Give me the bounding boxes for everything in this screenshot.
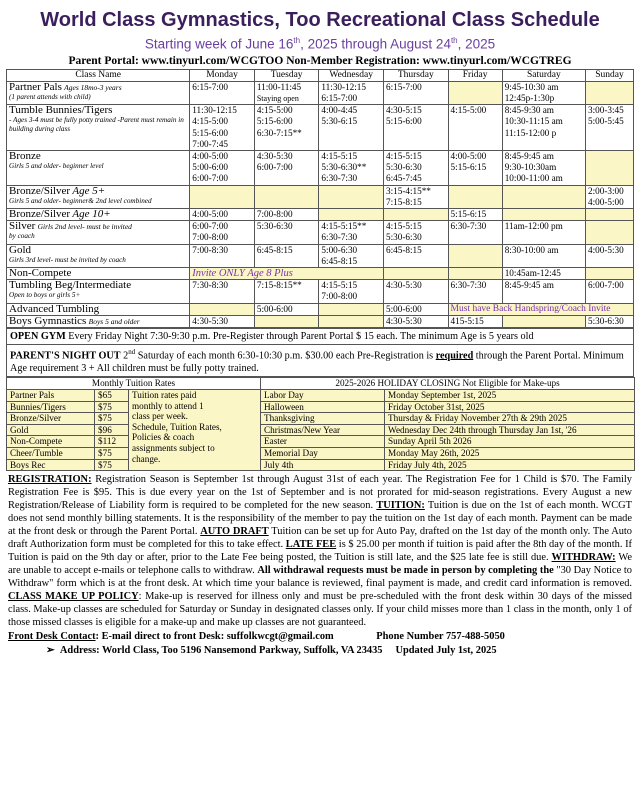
class-time: 4:00-4:45 [321,105,358,116]
class-time: 5:15-6:15 [450,162,487,173]
class-time: 4:15-5:15 [385,221,422,232]
schedule-cell [319,315,384,327]
class-time: 7:15-8:15 [385,196,422,207]
class-time: 4:15-5:15 [321,280,358,291]
tuition-price: $75 [95,401,129,413]
parents-night-info: PARENT'S NIGHT OUT 2nd Saturday of each month 6:30-10:30 p.m. $30.00 each Pre-Registration is required through the Parent Portal. Minimum Age requirement 3 + All children must be fully potty trained. [7,344,634,376]
class-age-note: Age 10+ [72,207,111,220]
schedule-body [7,81,634,327]
schedule-cell [448,244,502,267]
tuition-row [7,401,635,413]
schedule-cell [586,81,634,104]
tuition-note-line: Schedule, Tuition Rates, [132,421,222,432]
schedule-cell [254,208,319,220]
class-time: 4:00-5:00 [588,196,624,207]
schedule-cell [254,105,319,151]
class-name: Advanced Tumbling [9,302,100,315]
class-name: Bronze/Silver [9,184,71,197]
schedule-cell [383,244,448,267]
class-time: 4:15-5:00 [192,116,229,127]
class-name: Non-Compete [9,266,72,279]
class-name: Gold [9,243,31,256]
schedule-cell [383,303,448,315]
tuition-row [7,447,635,459]
class-name-cell [7,315,190,327]
class-time: 10:30-11:15 am [504,116,563,127]
class-time: 5:00-6:00 [385,303,422,314]
column-header: Sunday [586,69,634,81]
schedule-row [7,280,634,303]
class-time: 5:15-6:15 [450,208,487,219]
schedule-cell [319,280,384,303]
class-time: 6:00-7:00 [192,173,229,184]
schedule-cell [254,244,319,267]
class-description: Girls 5 and older- beginner& 2nd level combined [9,196,152,205]
column-header: Monday [190,69,255,81]
class-name: Boys Gymnastics [9,314,87,327]
class-description: Open to boys or girls 5+ [9,291,81,300]
class-time: 6:45-7:45 [385,173,422,184]
class-time: 5:30-6:30 [385,232,422,243]
class-time: 3:00-3:45 [588,105,624,116]
tuition-row [7,459,635,471]
column-header: Friday [448,69,502,81]
class-age-note: Ages 18mo-3 years [64,82,122,92]
class-time: 6:00-7:00 [588,280,624,291]
schedule-row [7,244,634,267]
class-time: 11am-12:00 pm [504,221,563,232]
schedule-table [6,69,634,328]
holiday-date: Wednesday Dec 24th through Thursday Jan 1st, '26 [385,424,635,436]
column-header: Thursday [383,69,448,81]
schedule-row [7,185,634,208]
class-time: 5:15-6:00 [256,116,293,127]
class-time: 8:45-9:30 am [504,105,554,116]
class-time: 7:00-8:00 [192,232,229,243]
tuition-row [7,424,635,436]
schedule-cell [448,150,502,185]
class-time: 5:30-6:30 [588,315,624,326]
column-header: Wednesday [319,69,384,81]
schedule-row [7,315,634,327]
class-time: 6:45-8:15 [321,255,358,266]
address-line: ➢ Address: World Class, Too 5196 Nansemond Parkway, Suffolk, VA 23435 Updated July 1st, 2025 [46,645,497,657]
tuition-class-name: Cheer/Tumble [7,447,95,459]
class-time: 4:30-5:30 [192,315,229,326]
class-name-cell [7,81,190,104]
schedule-cell [448,315,502,327]
schedule-cell [586,267,634,279]
class-time: 4:15-5:15** [321,221,367,232]
schedule-row [7,208,634,220]
schedule-cell [190,150,255,185]
class-time: 4:15-5:00 [450,105,487,116]
class-time: 3:15-4:15** [385,185,431,196]
tuition-row [7,389,635,401]
tuition-class-name: Bunnies/Tigers [7,401,95,413]
class-time: 6:30-7:15** [256,127,302,138]
schedule-row [7,81,634,104]
arrow-bullet-icon: ➢ [46,645,55,657]
schedule-cell [586,208,634,220]
schedule-cell [319,150,384,185]
class-time: 5:15-6:00 [385,116,422,127]
schedule-cell [448,105,502,151]
advanced-tumbling-note: Must have Back Handspring/Coach Invite [448,303,633,315]
schedule-cell [448,221,502,244]
class-time: 5:30-6:15 [321,116,358,127]
class-time: 9:45-10:30 am [504,81,559,92]
class-age-note: Girls 2nd level- must be invited [37,222,132,232]
schedule-cell [190,221,255,244]
class-time: 6:00-7:00 [192,221,229,232]
schedule-cell [254,280,319,303]
holiday-date: Sunday April 5th 2026 [385,436,635,448]
tuition-row [7,413,635,425]
schedule-cell [502,221,585,244]
schedule-cell [190,303,255,315]
schedule-cell [586,315,634,327]
schedule-cell [586,105,634,151]
class-time: 11:30-12:15 [192,105,237,116]
schedule-cell [383,150,448,185]
tuition-price: $75 [95,413,129,425]
schedule-cell [254,185,319,208]
class-time: 7:30-8:30 [192,280,229,291]
class-time: 8:30-10:00 am [504,244,559,255]
class-time: 415-5:15 [450,315,484,326]
tuition-note-line: monthly to attend 1 [132,400,204,411]
class-time: 7:00-8:00 [321,291,358,302]
class-time: 6:30-7:30 [321,173,358,184]
tuition-note-line: Tuition rates paid [132,389,197,400]
class-time: 11:15-12:00 p [504,127,557,138]
tuition-price: $75 [95,447,129,459]
schedule-cell [319,208,384,220]
class-time: 4:00-5:00 [192,208,229,219]
class-time: 7:00-8:00 [256,208,293,219]
portal-links: Parent Portal: www.tinyurl.com/WCGTOO Non-Member Registration: www.tinyurl.com/WCGTREG [68,54,572,67]
schedule-cell [190,280,255,303]
holiday-name: Christmas/New Year [261,424,385,436]
page-title: World Class Gymnastics, Too Recreational Class Schedule [40,9,600,31]
class-time: 5:00-6:00 [192,162,229,173]
schedule-cell [319,303,384,315]
class-time: 10:45am-12:45 [504,267,561,278]
schedule-row [7,303,634,315]
class-time: 7:00-8:30 [192,244,229,255]
schedule-cell [190,105,255,151]
schedule-cell [254,303,319,315]
class-time: 5:00-6:00 [256,303,293,314]
class-name-cell [7,208,190,220]
class-description: by coach [9,232,35,241]
class-time: 4:30-5:15 [385,105,422,116]
tuition-class-name: Partner Pals [7,389,95,401]
class-age-note: Boys 5 and older [88,316,140,326]
schedule-cell [319,81,384,104]
class-time: 8:45-9:45 am [504,280,554,291]
schedule-cell [254,81,319,104]
class-time: 4:00-5:30 [588,244,624,255]
schedule-cell [586,150,634,185]
schedule-cell [502,208,585,220]
class-time: 4:30-5:30 [256,150,293,161]
tuition-class-name: Bronze/Silver [7,413,95,425]
schedule-cell [319,244,384,267]
schedule-cell [448,208,502,220]
schedule-row [7,150,634,185]
class-time: 6:45-8:15 [256,244,293,255]
schedule-cell [319,185,384,208]
schedule-cell [586,244,634,267]
class-time: 2:00-3:00 [588,185,624,196]
schedule-cell [383,315,448,327]
page-subtitle: Starting week of June 16th, 2025 through August 24th, 2025 [144,36,496,52]
front-desk-contact: Front Desk Contact: E-mail direct to front Desk: suffolkwcgt@gmail.com Phone Number 757-488-5050 [8,631,505,643]
class-name-cell [7,221,190,244]
holiday-name: July 4th [261,459,385,471]
holiday-name: Memorial Day [261,447,385,459]
class-time: 5:30-6:30 [385,162,422,173]
schedule-cell [190,244,255,267]
class-name-cell [7,105,190,151]
tuition-price: $75 [95,459,129,471]
schedule-cell [502,81,585,104]
class-time: 6:15-7:00 [385,81,422,92]
class-time: 4:30-5:30 [385,315,422,326]
class-time: 6:00-7:00 [256,162,293,173]
open-gym-table [6,328,634,377]
schedule-cell [383,208,448,220]
class-time: 6:15-7:00 [321,92,358,103]
class-name: Silver [9,220,36,233]
class-description: (1 parent attends with child) [9,92,91,101]
tuition-row [7,436,635,448]
schedule-cell [383,221,448,244]
open-gym-info: OPEN GYM Every Friday Night 7:30-9:30 p.m. Pre-Register through Parent Portal $ 15 each. The minimum Age is 5 years old [7,328,634,344]
tuition-note [129,389,261,470]
schedule-cell [254,315,319,327]
schedule-cell [502,185,585,208]
tuition-price: $112 [95,436,129,448]
class-description: Girls 3rd level- must be invited by coach [9,255,126,264]
class-time: 5:15-6:00 [192,127,229,138]
class-time: 10:00-11:00 am [504,173,563,184]
class-time: 8:45-9:45 am [504,150,554,161]
schedule-cell [254,150,319,185]
class-time: 11:30-12:15 [321,81,366,92]
class-name: Bronze [9,149,41,162]
column-header: Saturday [502,69,585,81]
schedule-cell [586,221,634,244]
schedule-row [7,221,634,244]
tuition-rates-header: Monthly Tuition Rates [7,378,261,390]
schedule-row [7,267,634,279]
schedule-cell [190,208,255,220]
holiday-date: Monday September 1st, 2025 [385,389,635,401]
invite-only-note: Invite ONLY Age 8 Plus [190,267,384,279]
holiday-date: Friday July 4th, 2025 [385,459,635,471]
class-name: Bronze/Silver [9,207,71,220]
schedule-cell [502,267,585,279]
class-time: 12:45p-1:30p [504,92,555,103]
schedule-cell [502,244,585,267]
class-time: 4:15-5:15 [321,150,358,161]
holiday-name: Easter [261,436,385,448]
holiday-name: Halloween [261,401,385,413]
schedule-cell [383,280,448,303]
class-time: 11:00-11:45 [256,81,302,92]
schedule-cell [190,315,255,327]
class-time: 5:30-6:30** [321,162,367,173]
class-name: Tumble Bunnies/Tigers [9,104,113,117]
holiday-date: Friday October 31st, 2025 [385,401,635,413]
schedule-row [7,105,634,151]
schedule-cell [383,185,448,208]
policy-text: REGISTRATION: Registration Season is September 1st through August 31st of each year. The Registration Fee for 1 Child is $70. The Family Registration Fee is $95. This is due every year on the 1st of September and is not prorated for mid-season registrations. Every August a new Registration/Release of Liability form is required to be completed for the new season. TUITION: Tuition is due on the 1st of each month. WCGT does not send monthly billing statements. It is the responsibility of the member to pay the tuition on the 1st day of each month. Payment can be made at the front desk or through the Parent Portal. AUTO DRAFT Tuition can be set up for Auto Pay, drafted on the 1st day of the month only. The Auto draft Authorization form must be completed for this to take effect. LATE FEE is $ 25.00 per month if tuition is paid after the 8th day of the month. If Tuition is paid on the 9th day or after, prior to the Late Fee being posted, the Tuition is still late, and the $25 late fee is still due. WITHDRAW: We are unable to accept e-mails or telephone calls to withdraw. All withdrawal requests must be made in person by completing the "30 Day Notice to Withdraw" form which is at the front desk. At which time your balance is reviewed, final payment is made, and credit card information is removed. CLASS MAKE UP POLICY: Make-up is reserved for illness only and must be pre-scheduled with the front desk within 30 days of the missed class. Make-up classes are scheduled for Saturday or Sunday in designated classes only. If your child misses more than 1 class in the month, only 1 of those missed classes is eligible for a make-up and make up classes are not guaranteed. [8,474,633,629]
class-time: 6:30-7:30 [450,280,487,291]
class-name-cell [7,267,190,279]
class-time: 4:15-5:00 [256,105,293,116]
holiday-date: Monday May 26th, 2025 [385,447,635,459]
schedule-cell [502,280,585,303]
column-header: Class Name [7,69,190,81]
class-time: 7:00-7:45 [192,138,229,149]
schedule-cell [319,105,384,151]
schedule-cell [448,280,502,303]
schedule-cell [448,267,502,279]
schedule-cell [383,105,448,151]
class-time: Staying open [256,93,299,103]
holiday-header: 2025-2026 HOLIDAY CLOSING Not Eligible for Make-ups [261,378,635,390]
tuition-class-name: Non-Compete [7,436,95,448]
class-time: 4:15-5:15 [385,150,422,161]
class-time: 4:00-5:00 [450,150,487,161]
class-time: 7:15-8:15** [256,280,302,291]
schedule-cell [383,81,448,104]
class-time: 5:00-5:45 [588,116,624,127]
schedule-cell [190,81,255,104]
tuition-note-line: class per week. [132,411,188,422]
tuition-price: $65 [95,389,129,401]
tuition-note-line: Policies & coach [132,432,195,443]
schedule-cell [383,267,448,279]
tuition-note-line: change. [132,453,161,464]
schedule-cell [448,185,502,208]
class-name-cell [7,280,190,303]
schedule-cell [190,185,255,208]
holiday-date: Thursday & Friday November 27th & 29th 2025 [385,413,635,425]
schedule-cell [586,280,634,303]
schedule-cell [254,221,319,244]
class-time: 6:30-7:30 [450,221,487,232]
class-time: 5:30-6:30 [256,221,293,232]
tuition-holiday-table [6,377,635,471]
class-name-cell [7,303,190,315]
class-description: Girls 5 and older- beginner level [9,162,104,171]
tuition-class-name: Boys Rec [7,459,95,471]
schedule-cell [502,105,585,151]
class-name: Tumbling Beg/Intermediate [9,279,132,292]
class-time: 6:30-7:30 [321,232,358,243]
tuition-price: $96 [95,424,129,436]
class-time: 4:00-5:00 [192,150,229,161]
tuition-class-name: Gold [7,424,95,436]
class-name-cell [7,244,190,267]
schedule-cell [502,315,585,327]
class-time: 9:30-10:30am [504,162,557,173]
class-time: 6:45-8:15 [385,244,422,255]
holiday-name: Labor Day [261,389,385,401]
schedule-header-row [7,69,634,81]
class-time: 4:30-5:30 [385,280,422,291]
class-age-note: Age 5+ [72,184,106,197]
holiday-name: Thanksgiving [261,413,385,425]
schedule-cell [319,221,384,244]
schedule-cell [586,185,634,208]
column-header: Tuesday [254,69,319,81]
class-name-cell [7,185,190,208]
schedule-cell [502,150,585,185]
class-name-cell [7,150,190,185]
class-time: 6:15-7:00 [192,81,229,92]
class-name: Partner Pals [9,80,62,93]
schedule-cell [448,81,502,104]
tuition-note-line: assignments subject to [132,442,215,453]
class-description: - Ages 3-4 must be fully potty trained -Parent must remain in building during class [9,116,184,134]
class-time: 5:00-6:30 [321,244,358,255]
